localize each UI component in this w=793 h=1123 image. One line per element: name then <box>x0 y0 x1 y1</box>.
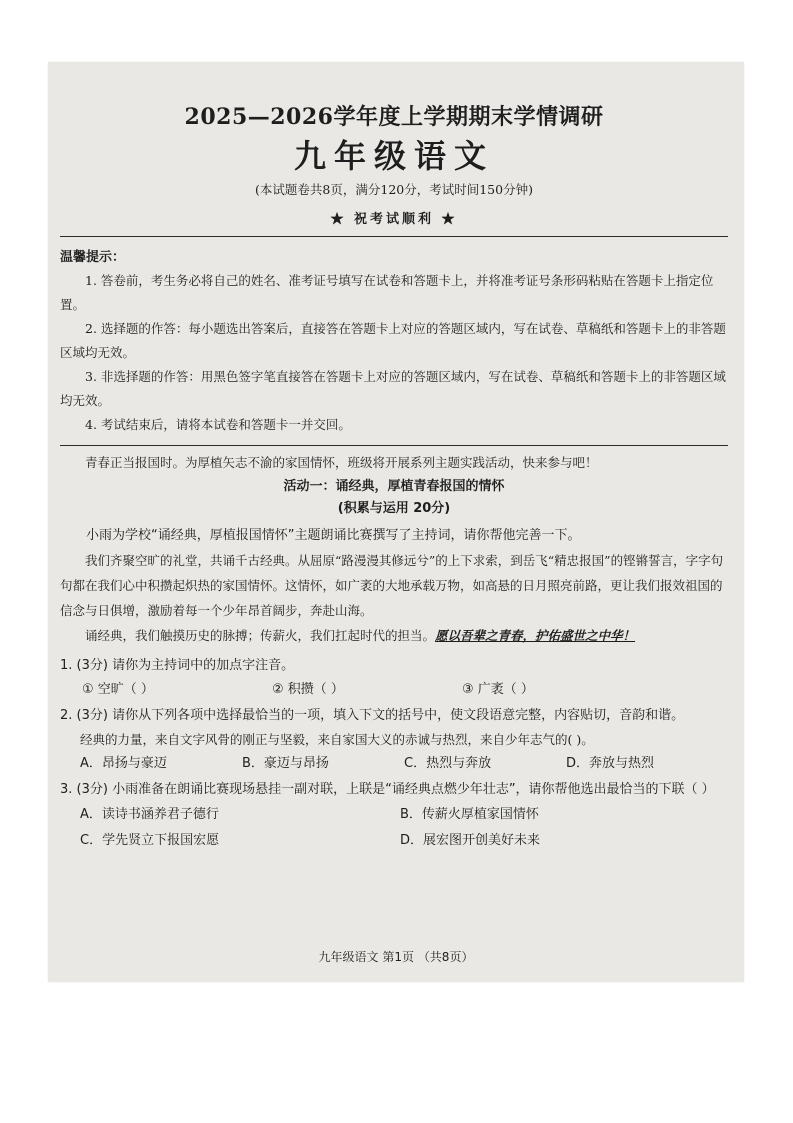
question-1-options <box>60 678 728 702</box>
question-2-stem: 2. (3分) 请你从下列各项中选择最恰当的一项，填入下文的括号中，使文段语意完整，内容贴切，音韵和谐。 <box>60 708 685 723</box>
notice-item: 3. 非选择题的作答：用黑色签字笔直接答在答题卡上对应的答题区域内，写在试卷、草稿纸和答题卡上的非答题区域均无效。 <box>60 369 726 408</box>
notice-item: 1. 答卷前，考生务必将自己的姓名、准考证号填写在试卷和答题卡上，并将准考证号条形码粘贴在答题卡上指定位置。 <box>60 273 714 312</box>
activity-lead: 小雨为学校“诵经典，厚植报国情怀”主题朗诵比赛撰写了主持词，请你帮他完善一下。 <box>86 528 581 543</box>
divider-notice <box>60 445 728 446</box>
question-1-option: ② 积攒（ ） <box>272 682 344 697</box>
notice-item: 4. 考试结束后，请将本试卷和答题卡一并交回。 <box>85 417 351 432</box>
question-1-stem: 1. (3分) 请你为主持词中的加点字注音。 <box>60 658 295 673</box>
activity-title: 活动一：诵经典，厚植青春报国的情怀 <box>283 479 505 494</box>
exam-info: (本试题卷共8页，满分120分，考试时间150分钟) <box>255 182 533 197</box>
notice-title: 温馨提示： <box>60 250 126 265</box>
page-content <box>60 72 728 854</box>
question-2-option-a: A．昂扬与豪迈 <box>80 756 167 771</box>
question-2-options <box>60 752 728 776</box>
notice-block <box>60 247 728 437</box>
question-2-option-c: C．热烈与奔放 <box>404 756 492 771</box>
question-3-stem: 3. (3分) 小雨准备在朗诵比赛现场悬挂一副对联，上联是“诵经典点燃少年壮志”，请你帮他选出最恰当的下联（ ） <box>60 782 715 797</box>
notice-item: 2. 选择题的作答：每小题选出答案后，直接答在答题卡上对应的答题区域内，写在试卷、草稿纸和答题卡上的非答题区域均无效。 <box>60 321 726 360</box>
script-underlined-text: 愿以吾辈之青春，护佑盛世之中华！ <box>435 628 636 643</box>
good-luck-banner: ★ 祝考试顺利 ★ <box>330 212 458 227</box>
question-1-option: ③ 广袤（ ） <box>462 682 534 697</box>
question-3-option-a: A．读诗书涵养君子德行 <box>80 807 219 822</box>
exam-sheet <box>48 62 744 982</box>
exam-title: 2025—2026学年度上学期期末学情调研 <box>184 104 604 130</box>
divider-top <box>60 236 728 237</box>
question-1-option: ① 空旷（ ） <box>82 682 154 697</box>
script-plain-text: 诵经典，我们触摸历史的脉搏；传薪火，我们扛起时代的担当。 <box>85 628 436 643</box>
question-3-options-row-1 <box>60 802 728 828</box>
page-footer: 九年级语文 第1页 （共8页） <box>318 950 474 964</box>
question-2-option-d: D．奔放与热烈 <box>566 756 655 771</box>
question-3-option-d: D．展宏图开创美好未来 <box>400 833 541 848</box>
section-score: (积累与运用 20分) <box>337 501 451 516</box>
host-script <box>60 548 728 648</box>
question-3-option-b: B．传薪火厚植家国情怀 <box>400 807 539 822</box>
question-2-option-b: B．豪迈与昂扬 <box>242 756 329 771</box>
question-3-options-row-2 <box>60 828 728 854</box>
script-paragraph: 我们齐聚空旷的礼堂，共诵千古经典。从屈原“路漫漫其修远兮”的上下求索，到岳飞“精忠报国”的铿锵誓言，字字句句都在我们心中积攒起炽热的家国情怀。这情怀，如广袤的大地承载万物，如高悬的日月照亮前路，更让我们报效祖国的信念与日俱增，激励着每一个少年昂首阔步，奔赴山海。 <box>60 553 724 618</box>
question-3-option-c: C．学先贤立下报国宏愿 <box>80 833 220 848</box>
script-paragraph <box>60 623 728 648</box>
question-2-passage: 经典的力量，来自文字风骨的刚正与坚毅，来自家国大义的赤诚与热烈，来自少年志气的( )。 <box>80 732 594 747</box>
subject-title: 九年级语文 <box>293 137 494 175</box>
intro-text: 青春正当报国时。为厚植矢志不渝的家国情怀，班级将开展系列主题实践活动，快来参与吧！ <box>85 455 598 470</box>
